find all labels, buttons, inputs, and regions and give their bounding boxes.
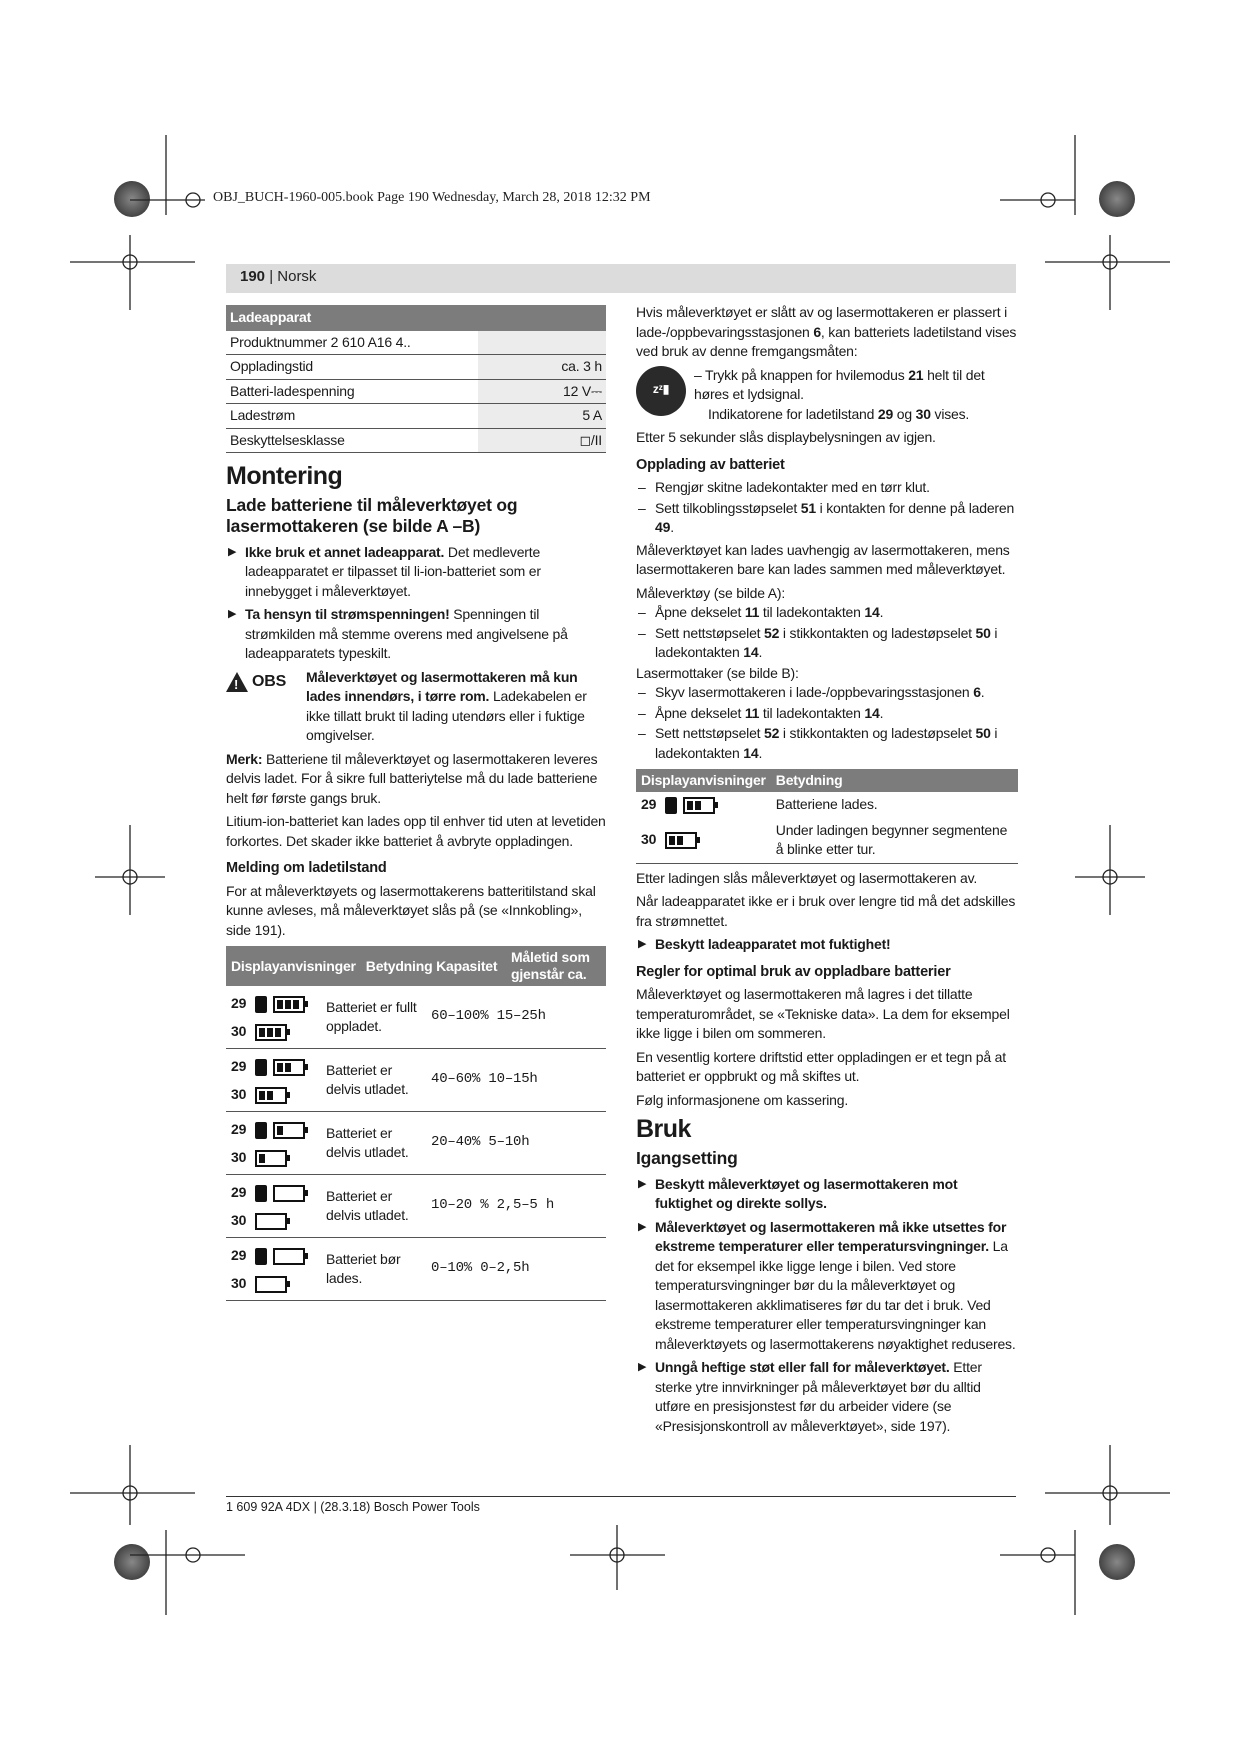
paragraph: For at måleverktøyets og lasermottakerens batteritilstand skal kunne avleses, må måleverktøyet slås på (se «Innkobling», side 191). xyxy=(226,882,596,938)
list-item: ▶ Ta hensyn til strømspenningen! Spenningen til strømkilden må stemme overens med angivelsene på ladeapparatets typeskilt. xyxy=(228,606,568,661)
device-icon xyxy=(255,1122,267,1139)
table-row: Oppladingstid ca. 3 h xyxy=(226,355,606,380)
sleep-mode-icon: zᶻ▮ xyxy=(636,366,686,416)
capacity-cell: 10–20 % 2,5–5 h xyxy=(426,1175,606,1238)
battery-icon xyxy=(255,1213,287,1230)
table-row: Produktnummer 2 610 A16 4.. xyxy=(226,331,606,355)
meaning-cell: Batteriet er fullt oppladet. xyxy=(321,986,426,1049)
meaning-cell: Batteriet er delvis utladet. xyxy=(321,1175,426,1238)
note-paragraph: Merk: Batteriene til måleverktøyet og lasermottakeren leveres delvis ladet. For å sikre full batteriytelse må du lade batteriene helt før første gangs bruk. xyxy=(226,750,598,806)
meaning-cell: Batteriet er delvis utladet. xyxy=(321,1049,426,1112)
battery-icon xyxy=(255,1087,287,1104)
page-header-bar xyxy=(226,264,1016,293)
capacity-cell: 20–40% 5–10h xyxy=(426,1112,606,1175)
right-column xyxy=(636,303,1018,1440)
device-icon xyxy=(255,996,267,1013)
paragraph: Etter ladingen slås måleverktøyet og lasermottakeren av. xyxy=(636,869,978,886)
file-header: OBJ_BUCH-1960-005.book Page 190 Wednesday, March 28, 2018 12:32 PM xyxy=(213,190,651,205)
battery-icon xyxy=(273,1059,305,1076)
battery-icon xyxy=(273,1122,305,1139)
list-item: – Åpne dekselet 11 til ladekontakten 14. xyxy=(638,704,884,721)
list-item: – Sett nettstøpselet 52 i stikkontakten og ladestøpselet 50 i ladekontakten 14. xyxy=(638,624,998,660)
page-title: 190 | Norsk xyxy=(240,268,317,285)
obs-warning: ! OBS Måleverktøyet og lasermottakeren må kun lades innendørs, i tørre rom. Ladekabelen er ikke tillatt brukt til lading utendørs eller i fuktige omgivelser. xyxy=(226,668,606,746)
paragraph: Lasermottaker (se bilde B): xyxy=(636,664,799,681)
heading-melding: Melding om ladetilstand xyxy=(226,860,387,876)
battery-icon xyxy=(255,1024,287,1041)
list-item: – Skyv lasermottakeren i lade-/oppbevaringsstasjonen 6. xyxy=(638,684,985,700)
capacity-cell: 60–100% 15–25h xyxy=(426,986,606,1049)
charger-table-title: Ladeapparat xyxy=(226,305,606,331)
charging-display-table: Displayanvisninger Betydning 29 Batteriene lades. 30 Under ladingen begynner segmentene å blinke etter tur. xyxy=(636,769,1018,864)
arrow-icon: ▶ xyxy=(638,1361,647,1373)
heading-rules: Regler for optimal bruk av oppladbare batterier xyxy=(636,963,951,980)
battery-icon xyxy=(255,1276,287,1293)
registration-mark xyxy=(1099,1544,1135,1580)
device-icon xyxy=(255,1059,267,1076)
table-row: 29 30 Batteriet er delvis utladet. 10–20 % 2,5–5 h xyxy=(226,1175,606,1238)
charge-state-table-body xyxy=(226,986,606,1301)
list-item: – Sett nettstøpselet 52 i stikkontakten og ladestøpselet 50 i ladekontakten 14. xyxy=(638,725,998,761)
table-row: 29 30 Batteriet bør lades. 0–10% 0–2,5h xyxy=(226,1238,606,1301)
subsection-title: Igangsetting xyxy=(636,1147,738,1168)
device-icon xyxy=(255,1185,267,1202)
section-title-bruk: Bruk xyxy=(636,1115,691,1143)
capacity-cell: 40–60% 10–15h xyxy=(426,1049,606,1112)
list-item: – Rengjør skitne ladekontakter med en tørr klut. xyxy=(638,479,930,495)
device-icon xyxy=(665,797,677,814)
registration-mark xyxy=(1099,181,1135,217)
left-column xyxy=(226,305,606,1301)
table-row: 30 Under ladingen begynner segmentene å blinke etter tur. xyxy=(636,818,1018,864)
table-row: 29 30 Batteriet er fullt oppladet. 60–100% 15–25h xyxy=(226,986,606,1049)
arrow-icon: ▶ xyxy=(638,1177,647,1190)
battery-charging-icon xyxy=(683,797,715,814)
list-item: ▶ Beskytt måleverktøyet og lasermottakeren mot fuktighet og direkte sollys. xyxy=(638,1175,958,1211)
list-item: ▶ Unngå heftige støt eller fall for måleverktøyet. Etter sterke ytre innvirkninger på måleverktøyet bør du alltid utføre en presisjonstest før du arbeider videre (se «Presisjonskontroll av måleverktøyet», side 197). xyxy=(638,1359,982,1434)
table-row: 29 30 Batteriet er delvis utladet. 40–60% 10–15h xyxy=(226,1049,606,1112)
section-title-montering: Montering xyxy=(226,462,343,490)
paragraph: Etter 5 sekunder slås displaybelysningen av igjen. xyxy=(636,429,936,445)
paragraph: Når ladeapparatet ikke er i bruk over lengre tid må det adskilles fra strømnettet. xyxy=(636,893,1016,929)
list-item: – Sett tilkoblingsstøpselet 51 i kontakten for denne på laderen 49. xyxy=(638,499,1015,535)
paragraph: Måleverktøyet og lasermottakeren må lagres i det tillatte temperaturområdet, se «Tekniske data». La dem for eksempel ikke ligge i bilen om sommeren. xyxy=(636,986,1010,1041)
charge-state-table: Displayanvisninger Betydning Kapasitet Måletid som gjenstår ca. xyxy=(226,946,606,986)
battery-icon xyxy=(273,1248,305,1265)
battery-icon xyxy=(273,1185,305,1202)
subsection-title: Lade batteriene til måleverktøyet og lasermottakeren (se bilde A –B) xyxy=(226,494,518,536)
paragraph: Litium-ion-batteriet kan lades opp til enhver tid uten at levetiden forkortes. Det skader ikke batteriet å avbryte oppladingen. xyxy=(226,813,606,849)
arrow-icon: ▶ xyxy=(638,1220,647,1233)
battery-icon xyxy=(255,1150,287,1167)
paragraph: Følg informasjonene om kassering. xyxy=(636,1091,849,1108)
heading-opplading: Opplading av batteriet xyxy=(636,456,785,473)
dash-icon: – xyxy=(694,366,706,383)
list-item: ▶ Måleverktøyet og lasermottakeren må ikke utsettes for ekstreme temperaturer eller temperatursvingninger. La det for eksempel ikke ligge lenge i bilen. Ved store temperatursvingninger bør du la måleverktøyet og lasermottakeren akklimatiseres før du tar det i bruk. Ved ekstreme temperaturer eller temperatursvingninger kan måleverktøyets og lasermottakerens nøyaktighet reduseres. xyxy=(638,1218,1016,1352)
warning-icon: ! OBS xyxy=(226,670,298,694)
arrow-icon: ▶ xyxy=(228,608,237,620)
meaning-cell: Batteriet er delvis utladet. xyxy=(321,1112,426,1175)
table-row: 29 Batteriene lades. xyxy=(641,796,878,812)
registration-mark xyxy=(114,1544,150,1580)
sleep-mode-instructions: zᶻ▮ – Trykk på knappen for hvilemodus 21 helt til det høres et lydsignal. Indikatorene for ladetilstand 29 og 30 vises. xyxy=(636,366,1018,425)
table-row: Ladestrøm 5 A xyxy=(226,404,606,429)
battery-charging-icon xyxy=(665,832,697,849)
paragraph: Måleverktøy (se bilde A): xyxy=(636,584,786,601)
paragraph: Hvis måleverktøyet er slått av og lasermottakeren er plassert i lade-/oppbevaringsstasjonen 6, kan batteriets ladetilstand vises ved bruk av denne fremgangsmåten: xyxy=(636,304,1017,359)
page-footer: 1 609 92A 4DX | (28.3.18) Bosch Power Tools xyxy=(226,1496,1016,1514)
list-item: ▶ Beskytt ladeapparatet mot fuktighet! xyxy=(636,935,1018,955)
table-row: 29 30 Batteriet er delvis utladet. 20–40% 5–10h xyxy=(226,1112,606,1175)
paragraph: En vesentlig kortere driftstid etter oppladingen er et tegn på at batteriet er oppbrukt og må skiftes ut. xyxy=(636,1048,1006,1084)
device-icon xyxy=(255,1248,267,1265)
battery-icon xyxy=(273,996,305,1013)
table-row: Beskyttelsesklasse ◻/II xyxy=(226,428,606,453)
registration-mark xyxy=(114,181,150,217)
charge-state-rows xyxy=(226,986,606,1301)
charger-spec-table xyxy=(226,305,606,453)
meaning-cell: Batteriet bør lades. xyxy=(321,1238,426,1301)
arrow-icon: ▶ xyxy=(228,545,237,558)
capacity-cell: 0–10% 0–2,5h xyxy=(426,1238,606,1301)
table-row: Batteri-ladespenning 12 V⎓ xyxy=(226,379,606,404)
paragraph: Måleverktøyet kan lades uavhengig av lasermottakeren, mens lasermottakeren bare kan lades sammen med måleverktøyet. xyxy=(636,541,1010,577)
list-item: ▶ Ikke bruk et annet ladeapparat. Det medleverte ladeapparatet er tilpasset til li-ion-batteriet som er innebygget i måleverktøyet. xyxy=(228,543,541,599)
arrow-icon: ▶ xyxy=(638,938,647,950)
list-item: – Åpne dekselet 11 til ladekontakten 14. xyxy=(638,604,884,620)
